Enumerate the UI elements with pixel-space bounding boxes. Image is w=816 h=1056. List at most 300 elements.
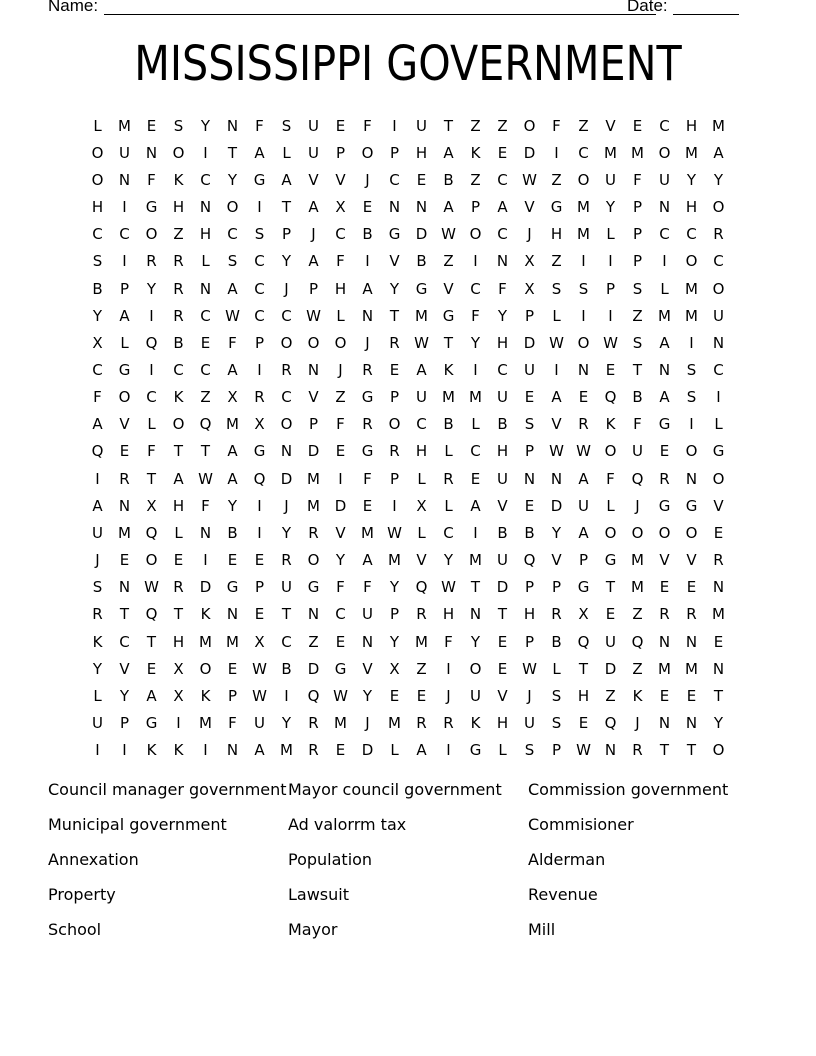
grid-letter: G xyxy=(118,360,131,379)
grid-letter: Z xyxy=(443,252,454,271)
grid-letter: R xyxy=(659,469,670,488)
grid-letter: T xyxy=(173,442,184,461)
grid-letter: A xyxy=(659,333,670,352)
grid-letter: L xyxy=(417,523,426,542)
grid-letter: V xyxy=(362,659,373,678)
grid-letter: K xyxy=(173,388,184,407)
grid-letter: F xyxy=(363,469,372,488)
grid-letter: E xyxy=(362,198,373,217)
grid-letter: J xyxy=(635,714,640,733)
grid-letter: C xyxy=(470,279,481,298)
grid-letter: Y xyxy=(389,578,400,597)
grid-letter: G xyxy=(253,170,266,189)
grid-letter: M xyxy=(712,605,725,624)
grid-letter: Z xyxy=(632,605,643,624)
grid-letter: Q xyxy=(91,442,104,461)
grid-letter: P xyxy=(119,714,130,733)
grid-letter: C xyxy=(173,360,184,379)
grid-letter: Y xyxy=(92,306,103,325)
word-list-item: Alderman xyxy=(528,850,606,869)
grid-letter: E xyxy=(524,388,535,407)
grid-letter: V xyxy=(443,279,454,298)
grid-letter: U xyxy=(119,143,130,162)
grid-letter: W xyxy=(576,741,591,760)
grid-letter: N xyxy=(712,333,725,352)
grid-letter: B xyxy=(497,415,508,434)
grid-letter: Z xyxy=(632,306,643,325)
grid-letter: I xyxy=(473,523,478,542)
grid-letter: Y xyxy=(335,551,346,570)
grid-letter: W xyxy=(252,686,267,705)
grid-letter: E xyxy=(146,116,157,135)
grid-letter: P xyxy=(605,279,616,298)
grid-letter: V xyxy=(308,388,319,407)
grid-letter: C xyxy=(659,116,670,135)
grid-letter: U xyxy=(524,360,535,379)
grid-letter: A xyxy=(254,143,265,162)
grid-letter: I xyxy=(203,143,208,162)
grid-letter: R xyxy=(659,605,670,624)
grid-letter: A xyxy=(578,469,589,488)
grid-letter: I xyxy=(581,252,586,271)
grid-letter: I xyxy=(149,306,154,325)
grid-letter: D xyxy=(523,143,536,162)
grid-letter: S xyxy=(524,741,535,760)
grid-letter: O xyxy=(469,225,482,244)
grid-letter: M xyxy=(334,714,347,733)
grid-letter: F xyxy=(498,279,507,298)
grid-letter: H xyxy=(523,605,536,624)
grid-letter: V xyxy=(551,551,562,570)
grid-letter: U xyxy=(524,714,535,733)
grid-letter: O xyxy=(469,659,482,678)
grid-letter: V xyxy=(335,170,346,189)
grid-letter: N xyxy=(469,605,482,624)
grid-letter: U xyxy=(308,143,319,162)
grid-letter: R xyxy=(173,279,184,298)
grid-letter: F xyxy=(363,578,372,597)
grid-letter: F xyxy=(93,388,102,407)
grid-letter: L xyxy=(120,333,129,352)
grid-letter: R xyxy=(362,360,373,379)
grid-letter: G xyxy=(577,578,590,597)
grid-letter: M xyxy=(685,659,698,678)
grid-letter: E xyxy=(605,605,616,624)
grid-letter: U xyxy=(605,170,616,189)
grid-letter: N xyxy=(118,496,131,515)
grid-letter: Q xyxy=(523,551,536,570)
grid-letter: R xyxy=(713,551,724,570)
grid-letter: C xyxy=(200,170,211,189)
grid-letter: P xyxy=(524,632,535,651)
grid-letter: M xyxy=(199,714,212,733)
grid-letter: V xyxy=(686,551,697,570)
grid-letter: C xyxy=(254,252,265,271)
grid-letter: Y xyxy=(389,279,400,298)
grid-letter: A xyxy=(227,279,238,298)
grid-letter: E xyxy=(524,496,535,515)
grid-letter: N xyxy=(307,360,320,379)
grid-letter: K xyxy=(443,360,454,379)
grid-letter: M xyxy=(199,632,212,651)
grid-letter: W xyxy=(576,442,591,461)
grid-letter: G xyxy=(388,225,401,244)
grid-letter: O xyxy=(118,388,131,407)
grid-letter: W xyxy=(549,442,564,461)
grid-letter: I xyxy=(716,388,721,407)
grid-letter: H xyxy=(415,442,428,461)
grid-letter: K xyxy=(470,143,481,162)
grid-letter: O xyxy=(712,469,725,488)
grid-letter: Y xyxy=(281,252,292,271)
grid-letter: O xyxy=(604,523,617,542)
grid-letter: U xyxy=(281,578,292,597)
grid-letter: J xyxy=(446,686,451,705)
grid-letter: D xyxy=(523,333,536,352)
grid-letter: A xyxy=(227,469,238,488)
grid-letter: A xyxy=(713,143,724,162)
grid-letter: H xyxy=(496,333,509,352)
grid-letter: L xyxy=(282,143,291,162)
grid-letter: N xyxy=(361,632,374,651)
grid-letter: Q xyxy=(604,714,617,733)
grid-letter: Y xyxy=(713,714,724,733)
grid-letter: U xyxy=(416,388,427,407)
grid-letter: C xyxy=(254,279,265,298)
grid-letter: T xyxy=(389,306,400,325)
grid-letter: T xyxy=(281,198,292,217)
grid-letter: P xyxy=(389,388,400,407)
grid-letter: H xyxy=(199,225,212,244)
grid-letter: G xyxy=(658,415,671,434)
grid-letter: S xyxy=(281,116,292,135)
grid-letter: E xyxy=(578,388,589,407)
grid-letter: R xyxy=(389,333,400,352)
grid-letter: C xyxy=(389,170,400,189)
grid-letter: F xyxy=(228,333,237,352)
grid-letter: C xyxy=(497,360,508,379)
grid-letter: N xyxy=(658,198,671,217)
grid-letter: B xyxy=(524,523,535,542)
grid-letter: Y xyxy=(227,170,238,189)
grid-letter: M xyxy=(280,741,293,760)
grid-letter: A xyxy=(281,170,292,189)
grid-letter: A xyxy=(308,198,319,217)
grid-letter: O xyxy=(685,523,698,542)
grid-letter: N xyxy=(685,469,698,488)
grid-letter: E xyxy=(335,632,346,651)
grid-letter: E xyxy=(173,551,184,570)
grid-letter: O xyxy=(91,170,104,189)
grid-letter: S xyxy=(92,578,103,597)
grid-letter: C xyxy=(119,632,130,651)
grid-letter: O xyxy=(226,198,239,217)
grid-letter: L xyxy=(444,496,453,515)
grid-letter: F xyxy=(471,306,480,325)
grid-letter: A xyxy=(254,741,265,760)
grid-letter: W xyxy=(522,659,537,678)
grid-letter: I xyxy=(608,306,613,325)
letter-grid xyxy=(84,112,732,764)
grid-letter: V xyxy=(119,415,130,434)
grid-letter: P xyxy=(254,333,265,352)
grid-letter: N xyxy=(307,605,320,624)
grid-letter: Y xyxy=(146,279,157,298)
grid-letter: C xyxy=(146,388,157,407)
grid-letter: T xyxy=(146,469,157,488)
grid-letter: I xyxy=(446,659,451,678)
grid-letter: E xyxy=(686,686,697,705)
grid-letter: U xyxy=(308,116,319,135)
grid-letter: M xyxy=(118,523,131,542)
grid-letter: F xyxy=(363,116,372,135)
grid-letter: K xyxy=(200,686,211,705)
grid-letter: X xyxy=(335,198,346,217)
grid-letter: Q xyxy=(145,605,158,624)
grid-letter: L xyxy=(552,306,561,325)
date-label: Date: xyxy=(627,0,668,15)
word-list-item: Annexation xyxy=(48,850,139,869)
grid-letter: C xyxy=(254,306,265,325)
grid-letter: R xyxy=(308,714,319,733)
grid-letter: Z xyxy=(335,388,346,407)
grid-letter: M xyxy=(226,632,239,651)
grid-letter: B xyxy=(497,523,508,542)
word-list-item: Mayor council government xyxy=(288,780,502,799)
grid-letter: I xyxy=(122,198,127,217)
grid-letter: N xyxy=(118,578,131,597)
word-list-item: Mill xyxy=(528,920,556,939)
grid-letter: N xyxy=(712,578,725,597)
word-list xyxy=(48,775,768,950)
grid-letter: P xyxy=(308,279,319,298)
grid-letter: S xyxy=(686,388,697,407)
grid-letter: G xyxy=(442,306,455,325)
grid-letter: S xyxy=(632,279,643,298)
grid-letter: J xyxy=(311,225,316,244)
grid-letter: E xyxy=(335,116,346,135)
grid-letter: E xyxy=(227,551,238,570)
grid-letter: N xyxy=(361,306,374,325)
grid-letter: A xyxy=(416,741,427,760)
grid-letter: T xyxy=(686,741,697,760)
grid-letter: U xyxy=(254,714,265,733)
grid-letter: J xyxy=(527,225,532,244)
grid-letter: O xyxy=(361,143,374,162)
grid-letter: E xyxy=(119,442,130,461)
grid-letter: G xyxy=(253,442,266,461)
grid-letter: R xyxy=(551,605,562,624)
grid-letter: M xyxy=(388,551,401,570)
grid-letter: Y xyxy=(362,686,373,705)
grid-letter: B xyxy=(281,659,292,678)
grid-letter: A xyxy=(578,523,589,542)
grid-letter: X xyxy=(173,686,184,705)
grid-letter: J xyxy=(284,496,289,515)
grid-letter: O xyxy=(334,333,347,352)
grid-letter: B xyxy=(92,279,103,298)
grid-letter: H xyxy=(577,686,590,705)
grid-letter: V xyxy=(389,252,400,271)
grid-letter: U xyxy=(659,170,670,189)
grid-letter: L xyxy=(444,442,453,461)
grid-letter: I xyxy=(257,198,262,217)
grid-letter: N xyxy=(658,632,671,651)
grid-letter: T xyxy=(200,442,211,461)
grid-letter: F xyxy=(147,442,156,461)
grid-letter: R xyxy=(173,578,184,597)
grid-letter: N xyxy=(658,360,671,379)
grid-letter: I xyxy=(662,252,667,271)
grid-letter: C xyxy=(281,632,292,651)
word-list-item: Population xyxy=(288,850,373,869)
grid-letter: M xyxy=(415,306,428,325)
grid-letter: L xyxy=(606,496,615,515)
grid-letter: J xyxy=(635,496,640,515)
grid-letter: R xyxy=(146,252,157,271)
grid-letter: O xyxy=(604,442,617,461)
grid-letter: L xyxy=(336,306,345,325)
grid-letter: H xyxy=(334,279,347,298)
grid-letter: N xyxy=(145,143,158,162)
grid-letter: V xyxy=(605,116,616,135)
grid-letter: A xyxy=(551,388,562,407)
grid-letter: U xyxy=(497,469,508,488)
word-list-item: Ad valorrm tax xyxy=(288,815,407,834)
grid-letter: Y xyxy=(281,714,292,733)
grid-letter: Q xyxy=(145,333,158,352)
grid-letter: F xyxy=(336,578,345,597)
grid-letter: U xyxy=(92,714,103,733)
grid-letter: F xyxy=(633,170,642,189)
grid-letter: E xyxy=(659,578,670,597)
grid-letter: P xyxy=(524,306,535,325)
grid-letter: T xyxy=(146,632,157,651)
grid-letter: N xyxy=(712,659,725,678)
grid-letter: P xyxy=(308,415,319,434)
grid-letter: L xyxy=(606,225,615,244)
grid-letter: I xyxy=(122,252,127,271)
grid-letter: J xyxy=(338,360,343,379)
grid-letter: C xyxy=(227,225,238,244)
grid-letter: H xyxy=(415,143,428,162)
grid-letter: E xyxy=(470,469,481,488)
grid-letter: D xyxy=(496,578,509,597)
grid-letter: E xyxy=(227,659,238,678)
name-blank-line xyxy=(104,14,656,15)
grid-letter: R xyxy=(308,741,319,760)
grid-letter: T xyxy=(470,578,481,597)
grid-letter: M xyxy=(685,279,698,298)
grid-letter: X xyxy=(227,388,238,407)
grid-letter: M xyxy=(712,116,725,135)
grid-letter: T xyxy=(497,605,508,624)
grid-letter: I xyxy=(338,469,343,488)
grid-letter: I xyxy=(257,523,262,542)
grid-letter: L xyxy=(93,686,102,705)
grid-letter: G xyxy=(712,442,725,461)
grid-letter: N xyxy=(685,632,698,651)
grid-letter: X xyxy=(578,605,589,624)
grid-letter: N xyxy=(523,469,536,488)
grid-letter: V xyxy=(497,496,508,515)
grid-letter: I xyxy=(608,252,613,271)
grid-letter: N xyxy=(199,198,212,217)
grid-letter: P xyxy=(389,605,400,624)
grid-letter: N xyxy=(415,198,428,217)
grid-letter: U xyxy=(713,306,724,325)
grid-letter: T xyxy=(443,333,454,352)
grid-letter: U xyxy=(470,686,481,705)
grid-letter: V xyxy=(659,551,670,570)
grid-letter: K xyxy=(605,415,616,434)
grid-letter: O xyxy=(577,170,590,189)
grid-letter: H xyxy=(172,632,185,651)
grid-letter: X xyxy=(389,659,400,678)
grid-letter: A xyxy=(497,198,508,217)
grid-letter: Q xyxy=(145,523,158,542)
grid-letter: Q xyxy=(199,415,212,434)
grid-letter: H xyxy=(685,116,698,135)
grid-letter: O xyxy=(577,333,590,352)
grid-letter: Y xyxy=(281,523,292,542)
grid-letter: I xyxy=(581,306,586,325)
grid-letter: F xyxy=(552,116,561,135)
word-list-item: Revenue xyxy=(528,885,598,904)
grid-letter: E xyxy=(146,659,157,678)
grid-letter: Q xyxy=(577,632,590,651)
grid-letter: K xyxy=(92,632,103,651)
grid-letter: Z xyxy=(605,686,616,705)
grid-letter: E xyxy=(659,442,670,461)
grid-letter: P xyxy=(389,469,400,488)
grid-letter: O xyxy=(631,523,644,542)
grid-letter: N xyxy=(550,469,563,488)
grid-letter: A xyxy=(227,442,238,461)
word-list-item: Commisioner xyxy=(528,815,634,834)
grid-letter: O xyxy=(685,252,698,271)
grid-letter: Y xyxy=(551,523,562,542)
grid-letter: L xyxy=(498,741,507,760)
grid-letter: B xyxy=(443,415,454,434)
grid-letter: J xyxy=(365,714,370,733)
grid-letter: F xyxy=(633,415,642,434)
grid-letter: P xyxy=(281,225,292,244)
grid-letter: A xyxy=(443,143,454,162)
grid-letter: R xyxy=(119,469,130,488)
grid-letter: N xyxy=(199,279,212,298)
grid-letter: E xyxy=(713,523,724,542)
grid-letter: Y xyxy=(686,170,697,189)
grid-letter: C xyxy=(443,523,454,542)
grid-letter: S xyxy=(551,714,562,733)
grid-letter: C xyxy=(713,252,724,271)
grid-letter: T xyxy=(227,143,238,162)
grid-letter: E xyxy=(632,116,643,135)
grid-letter: G xyxy=(550,198,563,217)
grid-letter: H xyxy=(496,442,509,461)
grid-letter: C xyxy=(335,225,346,244)
grid-letter: C xyxy=(497,225,508,244)
grid-letter: O xyxy=(172,143,185,162)
grid-letter: O xyxy=(91,143,104,162)
word-list-item: Property xyxy=(48,885,116,904)
grid-letter: P xyxy=(632,225,643,244)
grid-letter: N xyxy=(577,360,590,379)
word-list-item: Mayor xyxy=(288,920,338,939)
grid-letter: Y xyxy=(713,170,724,189)
grid-letter: J xyxy=(284,279,289,298)
